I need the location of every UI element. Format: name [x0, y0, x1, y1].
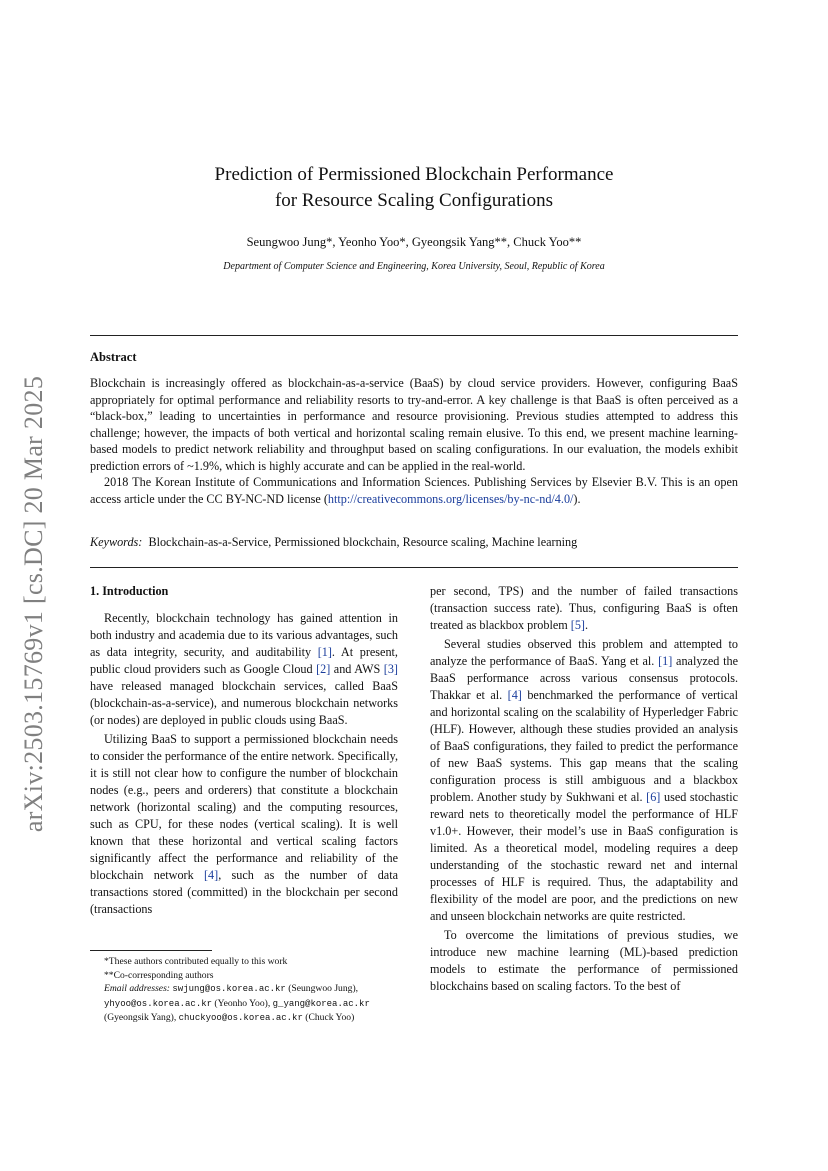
email-owner: (Yeonho Yoo),: [212, 997, 273, 1009]
keywords-label: Keywords:: [90, 535, 143, 549]
affiliation: Department of Computer Science and Engineering, Korea University, Seoul, Republic of Korea: [223, 261, 605, 272]
email-address[interactable]: swjung@os.korea.ac.kr: [172, 984, 286, 994]
section-heading-introduction: 1. Introduction: [90, 584, 169, 598]
copyright-prefix: 2018 The Korean Institute of Communications and Information Sciences. Publishing Services by Elsevier B.V. This is an open access article under the CC BY-NC-ND license (: [90, 475, 738, 506]
keywords-text: Blockchain-as-a-Service, Permissioned blockchain, Resource scaling, Machine learning: [148, 535, 578, 549]
abstract-heading: Abstract: [90, 350, 137, 364]
abstract-top-rule: [90, 335, 738, 336]
email-owner: (Seungwoo Jung),: [285, 983, 359, 994]
right-column: [430, 583, 738, 995]
text-run: Utilizing BaaS to support a permissioned blockchain needs to consider the performance of the entire network. Specifically, it is still not clear how to configure the number of blockchain nodes (e.g., peers and orderers) that constitute a blockchain network (horizontal scaling) and the computing resources, such as CPU, for these nodes (vertical scaling). It is well known that these horizontal and vertical scaling factors significantly affect the performance and reliability of the blockchain network: [90, 732, 398, 882]
footnote-equal-contribution: *These authors contributed equally to this work: [104, 956, 288, 967]
email-owner: (Gyeongsik Yang),: [104, 1012, 179, 1023]
citation-link[interactable]: [5]: [570, 618, 585, 632]
text-run: . At present, public cloud providers such as Google Cloud: [90, 645, 398, 676]
footnote-corresponding: **Co-corresponding authors: [104, 969, 214, 981]
intro-paragraph-4: To overcome the limitations of previous studies, we introduce new machine learning (ML)-based prediction models to estimate the performance of permissioned blockchains based on scaling factors. To the best of: [430, 928, 738, 993]
email-address[interactable]: chuckyoo@os.korea.ac.kr: [178, 1013, 303, 1023]
text-run: per second, TPS) and the number of failed transactions (transaction success rate). Thus, configuring BaaS is often treated as blackbox problem: [430, 584, 738, 632]
title-line-1: Prediction of Permissioned Blockchain Performance: [214, 164, 614, 185]
citation-link[interactable]: [4]: [507, 688, 522, 702]
citation-link[interactable]: [1]: [317, 645, 332, 659]
intro-paragraph-continued: [430, 583, 738, 634]
citation-link[interactable]: [6]: [646, 790, 661, 804]
email-address[interactable]: g_yang@korea.ac.kr: [272, 998, 370, 1009]
keywords: [90, 535, 738, 550]
abstract-body: [90, 375, 738, 507]
text-run: .: [585, 618, 589, 632]
paper-title: [90, 162, 738, 214]
left-column: [90, 583, 398, 918]
text-run: Several studies observed this problem and attempted to analyze the performance of BaaS. Yang et al.: [430, 637, 738, 668]
email-owner: (Chuck Yoo): [302, 1012, 355, 1023]
abstract-bottom-rule: [90, 567, 738, 568]
text-run: Recently, blockchain technology has gained attention in both industry and academia due to its various advantages, such as data integrity, security, and auditability: [90, 611, 398, 659]
citation-link[interactable]: [2]: [316, 662, 331, 676]
copyright-notice: [90, 474, 738, 507]
email-address[interactable]: yhyoo@os.korea.ac.kr: [104, 998, 213, 1009]
text-run: and AWS: [330, 662, 384, 676]
license-link[interactable]: http://creativecommons.org/licenses/by-nc-nd/4.0/: [327, 491, 574, 506]
arxiv-side-identifier: [14, 354, 54, 854]
abstract-text: Blockchain is increasingly offered as blockchain-as-a-service (BaaS) by cloud service providers. However, configuring BaaS appropriately for optimal performance and reliability resorts to try-and-error. A key challenge is that BaaS is often perceived as a “black-box,” leading to uncertainties in performance and resource provisioning. Previous studies attempted to address this challenge; however, the impacts of both vertical and horizontal scaling remain elusive. To this end, we present machine learning-based models to predict network reliability and throughput based on scaling configurations. In our evaluation, the models exhibit prediction errors of ~1.9%, which is highly accurate and can be applied in the real-world.: [90, 376, 738, 473]
text-run: have released managed blockchain services, called BaaS (blockchain-as-a-service), and numerous blockchain networks (or nodes) are deployed in public clouds using BaaS.: [90, 679, 398, 727]
intro-paragraph-2: [90, 731, 398, 918]
text-run: used stochastic reward nets to theoretically model the performance of HLF v1.0+. However, their model’s use in BaaS configuration is limited. As a theoretical model, modeling requires a deep understanding of the stochastic reward net and internal processes of HLF is required. Thus, the adaptability and flexibility of the model are poor, and the predictions on new and unseen blockchain networks are quite restricted.: [430, 790, 738, 923]
copyright-suffix: ).: [573, 491, 581, 506]
arxiv-identifier-text: arXiv:2503.15769v1 [cs.DC] 20 Mar 2025: [19, 375, 48, 833]
footnotes: [90, 955, 398, 1026]
text-run: analyzed the BaaS performance across various consensus protocols. Thakkar et al.: [430, 654, 738, 702]
footnote-rule: [90, 950, 212, 951]
citation-link[interactable]: [4]: [203, 868, 219, 882]
intro-paragraph-1: [90, 610, 398, 729]
author-list: Seungwoo Jung*, Yeonho Yoo*, Gyeongsik Yang**, Chuck Yoo**: [246, 235, 582, 249]
intro-paragraph-3: [430, 636, 738, 925]
title-line-2: for Resource Scaling Configurations: [274, 190, 554, 211]
text-run: benchmarked the performance of vertical and horizontal scaling on the scalability of Hyperledger Fabric (HLF). However, although these studies provided an analysis of BaaS configurations, they failed to predict the performance of new BaaS systems. This gap means that the scaling configuration process is still ambiguous and a blackbox problem. Another study by Sukhwani et al.: [430, 688, 738, 804]
citation-link[interactable]: [3]: [383, 662, 398, 676]
footnote-emails: [90, 982, 398, 1026]
citation-link[interactable]: [1]: [658, 654, 673, 668]
email-label: Email addresses:: [104, 983, 170, 994]
text-run: , such as the number of data transactions stored (committed) in the blockchain per second (transactions: [90, 868, 399, 916]
